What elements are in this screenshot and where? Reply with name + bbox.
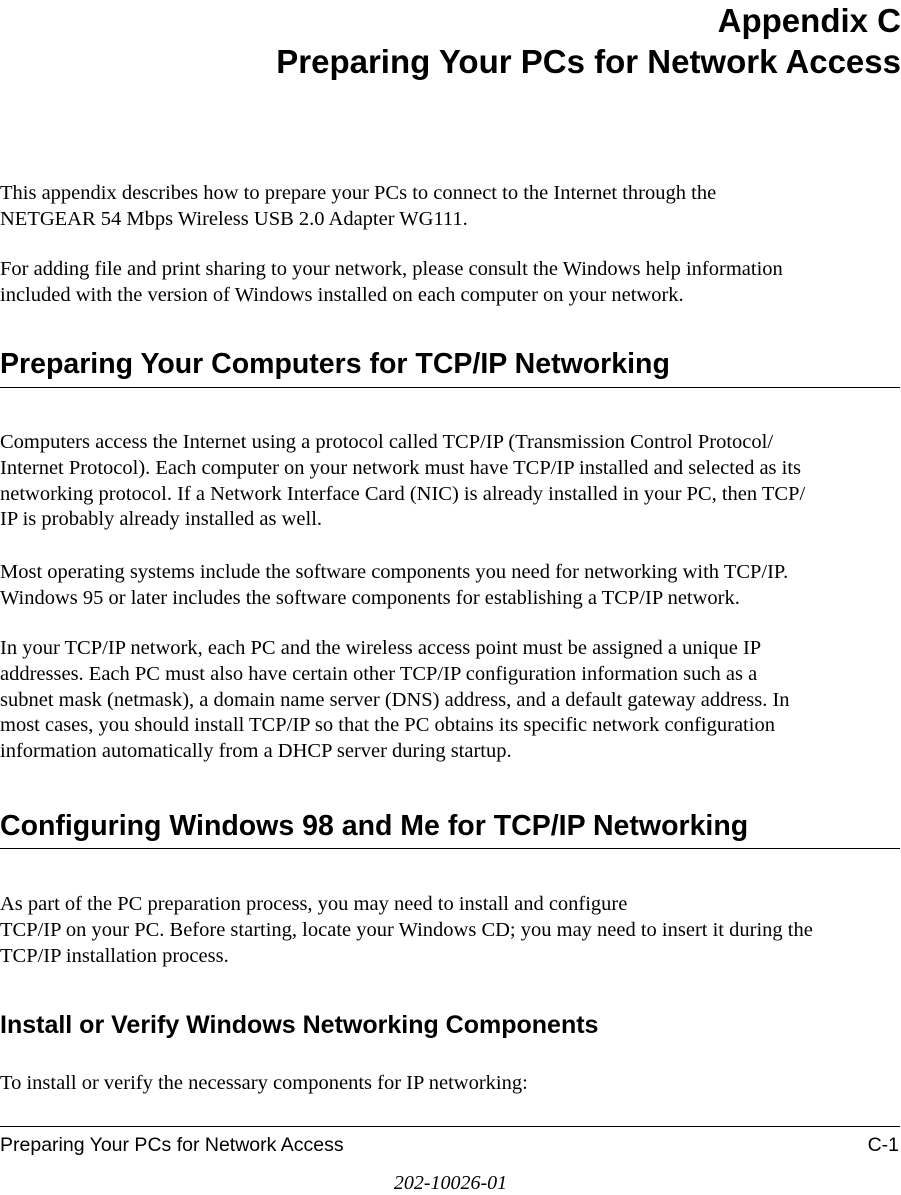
text-line: This appendix describes how to prepare your PCs to connect to the Internet through the	[0, 182, 717, 204]
text-line: In your TCP/IP network, each PC and the wireless access point must be assigned a unique IP	[0, 637, 762, 659]
appendix-label: Appendix C	[717, 2, 901, 39]
text-line: subnet mask (netmask), a domain name server (DNS) address, and a default gateway address. In	[0, 688, 790, 711]
text-line: To install or verify the necessary components for IP networking:	[0, 1072, 528, 1094]
intro-paragraph-2	[0, 257, 901, 309]
section1-paragraph-3	[0, 636, 901, 765]
text-line: information automatically from a DHCP server during startup.	[0, 740, 512, 763]
section-heading-win98: Configuring Windows 98 and Me for TCP/IP Networking	[0, 810, 749, 842]
page-number: C-1	[867, 1134, 899, 1156]
section1-paragraph-1	[0, 430, 901, 533]
text-line: As part of the PC preparation process, you may need to install and configure	[0, 893, 628, 915]
section1-paragraph-2	[0, 560, 901, 612]
text-line: Internet Protocol). Each computer on your network must have TCP/IP installed and selected as its	[0, 456, 802, 479]
subsection-heading-components: Install or Verify Windows Networking Components	[0, 1011, 599, 1039]
appendix-title	[0, 0, 901, 82]
text-line: Computers access the Internet using a protocol called TCP/IP (Transmission Control Protocol/	[0, 431, 774, 453]
text-line: Windows 95 or later includes the software components for establishing a TCP/IP network.	[0, 586, 740, 609]
document-number: 202-10026-01	[393, 1172, 508, 1194]
footer-rule	[0, 1126, 900, 1127]
text-line: most cases, you should install TCP/IP so that the PC obtains its specific network configuration	[0, 714, 775, 737]
intro-paragraph-1	[0, 181, 901, 233]
footer-title: Preparing Your PCs for Network Access	[0, 1134, 344, 1156]
text-line: included with the version of Windows installed on each computer on your network.	[0, 283, 684, 306]
text-line: TCP/IP on your PC. Before starting, locate your Windows CD; you may need to insert it during the	[0, 918, 813, 941]
text-line: IP is probably already installed as well.	[0, 508, 323, 531]
text-line: addresses. Each PC must also have certain other TCP/IP configuration information such as a	[0, 662, 758, 685]
section-heading-tcpip: Preparing Your Computers for TCP/IP Networking	[0, 348, 670, 380]
section-rule	[0, 387, 900, 388]
text-line: Most operating systems include the software components you need for networking with TCP/IP.	[0, 561, 789, 583]
text-line: NETGEAR 54 Mbps Wireless USB 2.0 Adapter WG111.	[0, 207, 468, 230]
appendix-heading: Preparing Your PCs for Network Access	[276, 43, 901, 80]
text-line: For adding file and print sharing to your network, please consult the Windows help information	[0, 258, 783, 280]
text-line: networking protocol. If a Network Interface Card (NIC) is already installed in your PC, then TCP/	[0, 482, 806, 505]
section-rule	[0, 848, 900, 849]
subsection-paragraph-1	[0, 1071, 901, 1097]
section2-paragraph-1	[0, 892, 901, 969]
text-line: TCP/IP installation process.	[0, 944, 229, 967]
